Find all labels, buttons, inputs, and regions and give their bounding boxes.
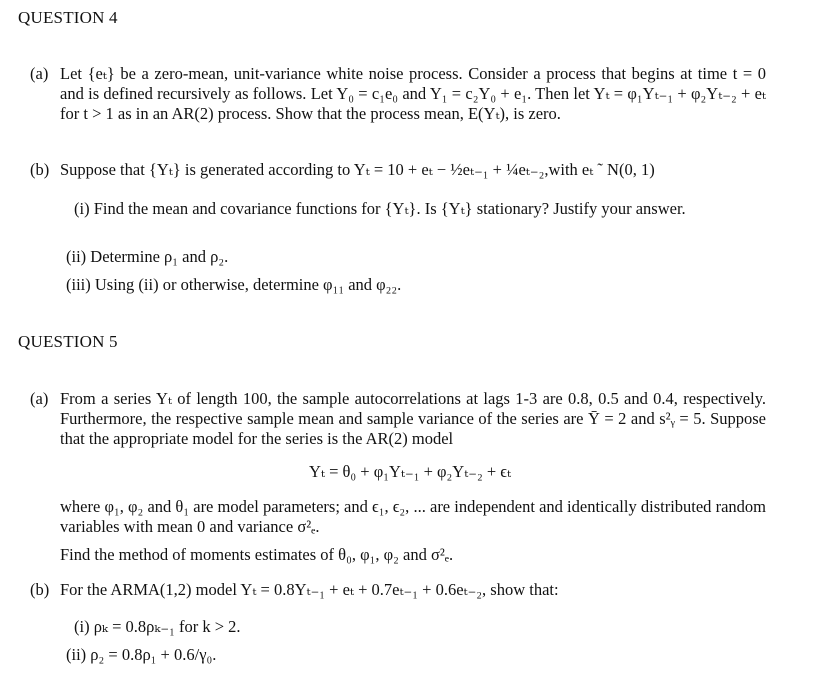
question-4-heading: QUESTION 4 <box>18 8 118 27</box>
question-5-heading: QUESTION 5 <box>18 332 118 351</box>
q4-part-a-label: (a) <box>30 64 49 83</box>
q5-part-b-label: (b) <box>30 580 50 599</box>
q4-part-a-text: Let {eₜ} be a zero-mean, unit-variance white noise process. Consider a process that begins at time t = 0 and is defined recursively as follows. Let Y₀ = c₁e₀ and Y₁ = c₂Y₀ + e₁. Then let Yₜ = φ₁Yₜ₋₁ + φ₂Yₜ₋₂ + eₜ for t > 1 as in an AR(2) process. Show that the process mean, E(Yₜ), is zero. <box>60 64 766 123</box>
q5-ar2-equation: Yₜ = θ₀ + φ₁Yₜ₋₁ + φ₂Yₜ₋₂ + ϵₜ <box>308 462 512 481</box>
q5-part-b-ii: (ii) ρ₂ = 0.8ρ₁ + 0.6/γ₀. <box>66 645 217 664</box>
q4-part-b-ii: (ii) Determine ρ₁ and ρ₂. <box>66 247 229 266</box>
q5-part-a-text: From a series Yₜ of length 100, the sample autocorrelations at lags 1-3 are 0.8, 0.5 and 0.4, respectively. Furthermore, the respective sample mean and sample variance of the series are Ȳ = 2 and s²ᵧ = 5. Suppose that the appropriate model for the series is the AR(2) model <box>60 389 766 448</box>
q5-part-a-label: (a) <box>30 389 49 408</box>
q5-part-b-i: (i) ρₖ = 0.8ρₖ₋₁ for k > 2. <box>74 617 241 636</box>
q5-part-a-find: Find the method of moments estimates of θ₀, φ₁, φ₂ and σ²ₑ. <box>60 545 454 564</box>
q4-part-b-i: (i) Find the mean and covariance functions for {Yₜ}. Is {Yₜ} stationary? Justify your answer. <box>74 199 686 218</box>
q4-part-b-text: Suppose that {Yₜ} is generated according to Yₜ = 10 + eₜ − ½eₜ₋₁ + ¼eₜ₋₂,with eₜ ˜ N(0, 1) <box>60 160 655 179</box>
q4-part-b-label: (b) <box>30 160 50 179</box>
q5-part-a-where: where φ₁, φ₂ and θ₁ are model parameters; and ϵ₁, ϵ₂, ... are independent and identically distributed random variables with mean 0 and variance σ²ₑ. <box>60 497 766 536</box>
q4-part-b-iii: (iii) Using (ii) or otherwise, determine φ₁₁ and φ₂₂. <box>66 275 402 294</box>
q5-part-b-text: For the ARMA(1,2) model Yₜ = 0.8Yₜ₋₁ + eₜ + 0.7eₜ₋₁ + 0.6eₜ₋₂, show that: <box>60 580 559 599</box>
